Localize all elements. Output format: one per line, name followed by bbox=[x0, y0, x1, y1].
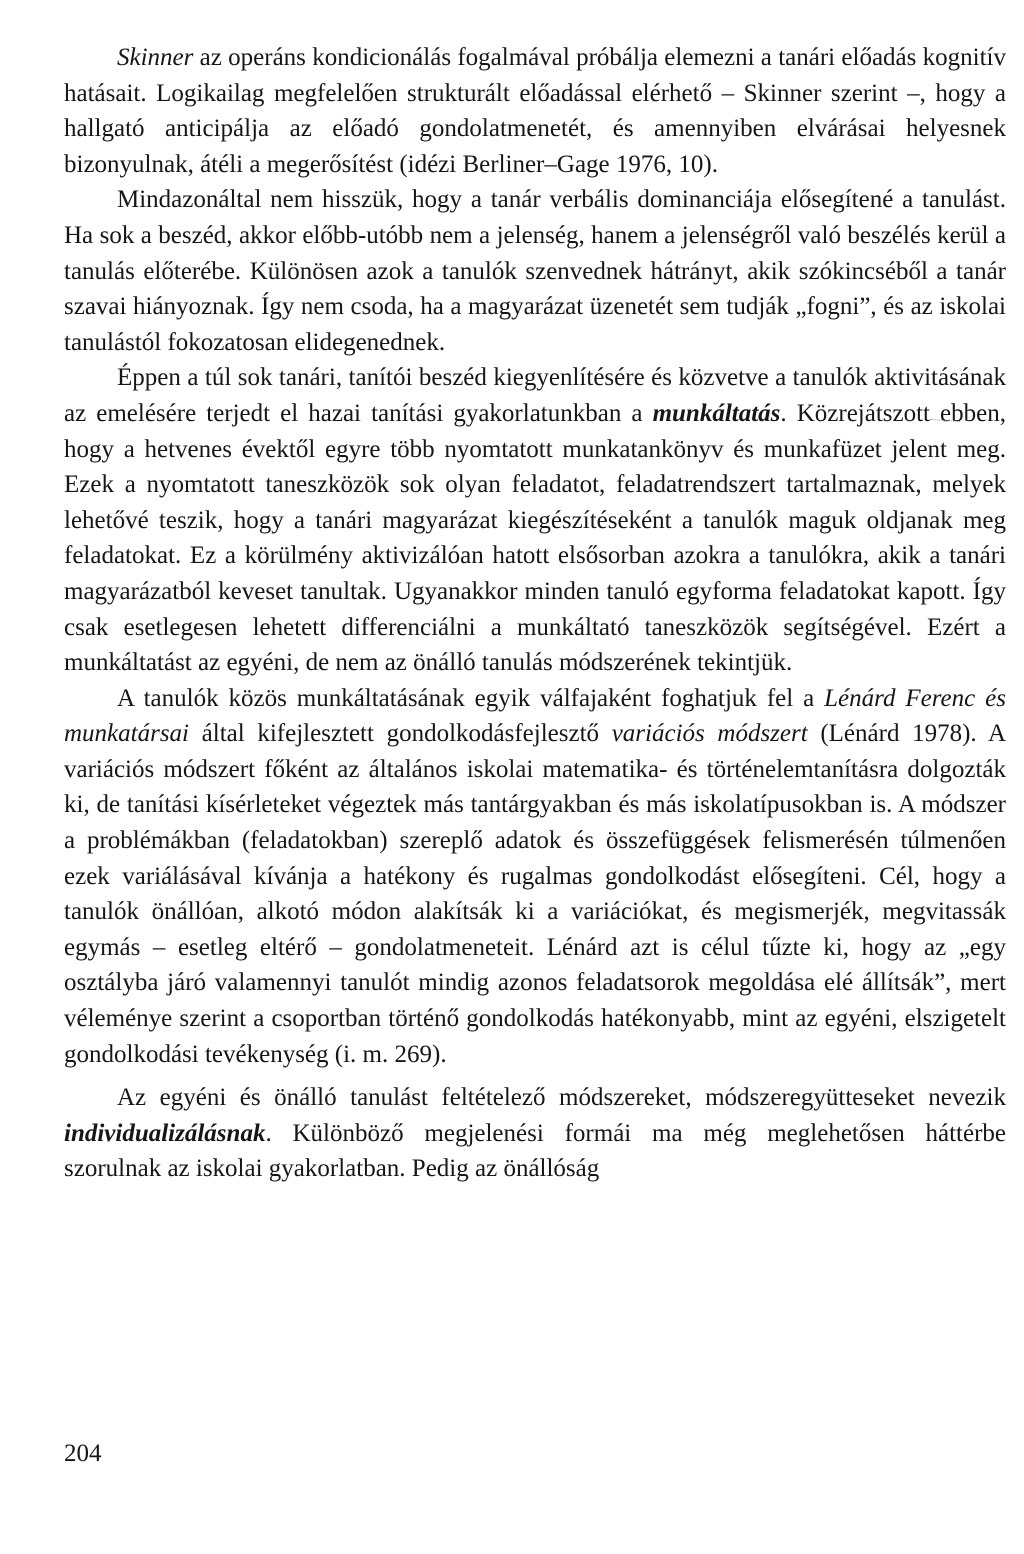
body-text: . Közrejátszott ebben, hogy a hetvenes évektől egyre több nyomtatott munkatankönyv és munkafüzet jelent meg. Ezek a nyomtatott taneszközök sok olyan feladatot, feladatrendszert tartalmaznak, melyek lehetővé teszik, hogy a tanári magyarázat kiegészítéseként a tanulók maguk oldjanak meg feladatokat. Ez a körülmény aktivizálóan hatott elsősorban azokra a tanulókra, akik a tanári magyarázatból keveset tanultak. Ugyanakkor minden tanuló egyforma feladatokat kapott. Így csak esetlegesen lehetett differenciálni a munkáltató taneszközök segítségével. Ezért a munkáltatást az egyéni, de nem az önálló tanulás módszerének tekintjük. bbox=[64, 399, 1007, 677]
italic-text: Lénárd Ferenc és munkatársai bbox=[64, 684, 1006, 748]
page-number: 204 bbox=[64, 1440, 102, 1467]
paragraph-4 bbox=[64, 681, 1006, 1073]
paragraph-5 bbox=[64, 1080, 1006, 1187]
emphasized-term: individualizálásnak bbox=[64, 1119, 266, 1147]
italic-text: Skinner bbox=[117, 44, 194, 71]
italic-text: variációs módszert bbox=[611, 720, 808, 748]
body-text: Mindazonáltal nem hisszük, hogy a tanár verbális dominanciája elősegítené a tanulást. Ha sok a beszéd, akkor előbb-utóbb nem a jelenség, hanem a jelenségről való beszélés kerül a tanulás előterébe. Különösen azok a tanulók szenvednek hátrányt, akik szókincséből a tanár szavai hiányoznak. Így nem csoda, ha a magyarázat üzenetét sem tudják „fogni”, és az iskolai tanulástól fokozatosan elidegenednek. bbox=[64, 186, 1006, 356]
paragraph-3 bbox=[64, 360, 1006, 680]
paragraph-2 bbox=[64, 182, 1006, 360]
paragraph-1 bbox=[64, 40, 1006, 182]
body-text: Éppen a túl sok tanári, tanítói beszéd kiegyenlítésére és közvetve a tanulók aktivitásának az emelésére terjedt el hazai tanítási gyakorlatunkban a bbox=[64, 364, 1006, 427]
page-body bbox=[64, 40, 1006, 1187]
body-text: az operáns kondicionálás fogalmával próbálja elemezni a tanári előadás kognitív hatásait. Logikailag megfelelően strukturált előadással elérhető – Skinner szerint –, hogy a hallgató anticipálja az előadó gondolatmenetét, és amennyiben elvárásai helyesnek bizonyulnak, átéli a megerősítést (idézi Berliner–Gage 1976, 10). bbox=[64, 44, 1006, 178]
body-text: által kifejlesztett gondolkodásfejlesztő bbox=[189, 720, 612, 748]
body-text: (Lénárd 1978). A variációs módszert főként az általános iskolai matematika- és történelemtanításra dolgozták ki, de tanítási kísérleteket végeztek más tantárgyakban és más iskolatípusokban is. A módszer a problémákban (feladatokban) szereplő adatok és összefüggések felismerésén túlmenően ezek variálásával kívánja a hatékony és rugalmas gondolkodást elősegíteni. Cél, hogy a tanulók önállóan, alkotó módon alakítsák ki a variációkat, és megismerjék, megvitassák egymás – esetleg eltérő – gondolatmeneteit. Lénárd azt is célul tűzte ki, hogy az „egy osztályba járó valamennyi tanulót mindig azonos feladatsorok megoldása elé állítsák”, mert véleménye szerint a csoportban történő gondolkodás hatékonyabb, mint az egyéni, elszigetelt gondolkodási tevékenység (i. m. 269). bbox=[64, 720, 1006, 1068]
body-text: A tanulók közös munkáltatásának egyik válfajaként foghatjuk fel a bbox=[117, 684, 825, 712]
emphasized-term: munkáltatás bbox=[652, 399, 781, 427]
body-text: Az egyéni és önálló tanulást feltételező módszereket, módszeregyütteseket nevezik bbox=[117, 1084, 1006, 1112]
body-text: . Különböző megjelenési formái ma még meglehetősen háttérbe szorulnak az iskolai gyakorlatban. Pedig az önállóság bbox=[64, 1119, 1006, 1183]
